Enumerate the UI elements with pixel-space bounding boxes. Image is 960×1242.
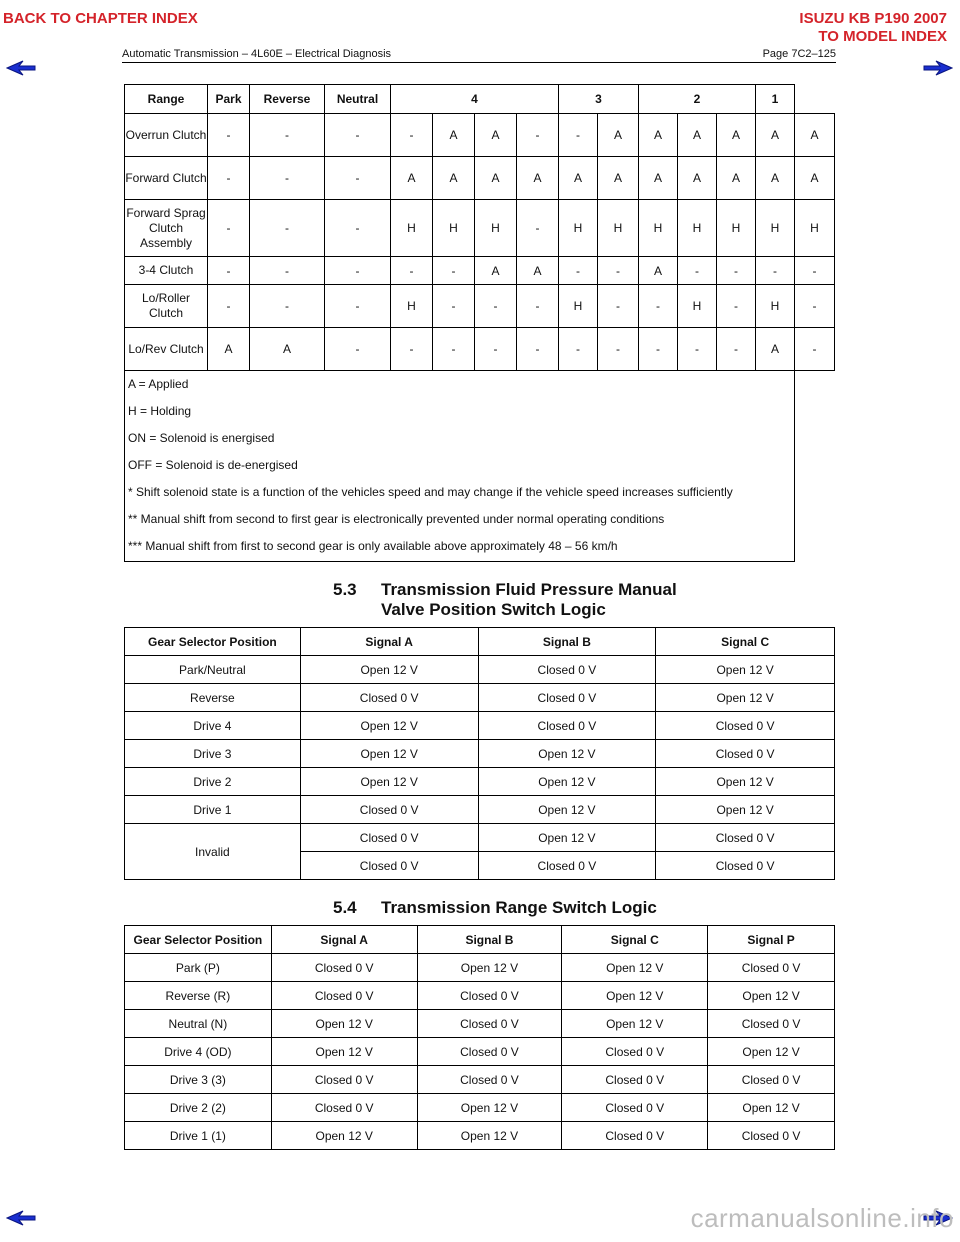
table-header-cell: Signal B bbox=[478, 628, 656, 656]
table-cell: - bbox=[208, 114, 250, 157]
row-label: Overrun Clutch bbox=[125, 114, 208, 157]
table-cell: Park (P) bbox=[125, 954, 272, 982]
table-cell: - bbox=[517, 285, 559, 328]
table-row bbox=[125, 1122, 835, 1150]
table-cell: H bbox=[756, 200, 795, 257]
table-cell: Closed 0 V bbox=[300, 852, 478, 880]
watermark: carmanualsonline.info bbox=[690, 1203, 954, 1233]
table-cell: - bbox=[598, 257, 639, 285]
table-cell: A bbox=[717, 114, 756, 157]
table-cell: - bbox=[325, 328, 391, 371]
legend-note: *** Manual shift from first to second gear is only available above approximately 48 – 56 km/h bbox=[128, 539, 618, 553]
table-cell: Drive 4 (OD) bbox=[125, 1038, 272, 1066]
table-cell: Open 12 V bbox=[708, 982, 835, 1010]
arrow-left-icon[interactable] bbox=[6, 1208, 36, 1228]
table-cell: - bbox=[639, 285, 678, 328]
table-cell: Open 12 V bbox=[562, 954, 708, 982]
table-row bbox=[125, 328, 835, 371]
table-cell: Open 12 V bbox=[417, 954, 562, 982]
table-cell: - bbox=[391, 328, 433, 371]
table-cell: - bbox=[208, 257, 250, 285]
table-cell: Open 12 V bbox=[300, 740, 478, 768]
table-row bbox=[125, 954, 835, 982]
table-cell: Drive 1 (1) bbox=[125, 1122, 272, 1150]
table-header-cell: Signal B bbox=[417, 926, 562, 954]
table-cell: A bbox=[639, 157, 678, 200]
table-row bbox=[125, 1094, 835, 1122]
table-cell: A bbox=[756, 328, 795, 371]
table-header-cell: 3 bbox=[559, 85, 639, 114]
table-cell: - bbox=[559, 114, 598, 157]
table-cell: - bbox=[250, 157, 325, 200]
table-row bbox=[125, 684, 835, 712]
row-label: Forward Clutch bbox=[125, 157, 208, 200]
table-cell: Open 12 V bbox=[562, 982, 708, 1010]
range-switch-logic-table bbox=[124, 925, 835, 1150]
table-cell: - bbox=[250, 200, 325, 257]
model-title: ISUZU KB P190 2007 bbox=[799, 10, 947, 27]
table-cell: Open 12 V bbox=[656, 796, 835, 824]
table-header-cell: Signal P bbox=[708, 926, 835, 954]
table-cell: A bbox=[517, 257, 559, 285]
table-cell: - bbox=[559, 328, 598, 371]
table-cell: - bbox=[795, 285, 835, 328]
table-cell: Closed 0 V bbox=[417, 982, 562, 1010]
table-cell: Closed 0 V bbox=[562, 1038, 708, 1066]
table-cell: Closed 0 V bbox=[708, 1010, 835, 1038]
table-cell: A bbox=[433, 157, 475, 200]
table-cell: A bbox=[517, 157, 559, 200]
table-cell: Open 12 V bbox=[417, 1122, 562, 1150]
table-cell: - bbox=[795, 328, 835, 371]
invalid-label: Invalid bbox=[125, 824, 301, 880]
table-cell: - bbox=[598, 285, 639, 328]
table-cell: Closed 0 V bbox=[562, 1066, 708, 1094]
table-header-cell: Gear Selector Position bbox=[125, 628, 301, 656]
table-cell: Drive 3 bbox=[125, 740, 301, 768]
table-cell: A bbox=[639, 257, 678, 285]
table-cell: Open 12 V bbox=[478, 824, 656, 852]
row-label: Lo/Roller Clutch bbox=[125, 285, 208, 328]
table-cell: A bbox=[475, 257, 517, 285]
legend-notes bbox=[125, 371, 795, 562]
table-cell: A bbox=[756, 114, 795, 157]
table-cell: A bbox=[678, 114, 717, 157]
table-cell: - bbox=[717, 328, 756, 371]
table-row bbox=[125, 1010, 835, 1038]
table-cell: Open 12 V bbox=[656, 656, 835, 684]
table-cell: - bbox=[391, 257, 433, 285]
table-cell: - bbox=[517, 328, 559, 371]
table-cell: Open 12 V bbox=[562, 1010, 708, 1038]
table-cell: Closed 0 V bbox=[417, 1066, 562, 1094]
table-cell: A bbox=[639, 114, 678, 157]
table-row bbox=[125, 712, 835, 740]
table-cell: A bbox=[391, 157, 433, 200]
table-cell: A bbox=[678, 157, 717, 200]
table-cell: Closed 0 V bbox=[708, 954, 835, 982]
section-5-3-heading bbox=[333, 580, 677, 620]
table-cell: A bbox=[598, 114, 639, 157]
table-cell: Closed 0 V bbox=[656, 712, 835, 740]
table-cell: Closed 0 V bbox=[708, 1122, 835, 1150]
table-cell: Open 12 V bbox=[300, 712, 478, 740]
table-cell: - bbox=[717, 257, 756, 285]
table-cell: - bbox=[517, 200, 559, 257]
table-cell: - bbox=[250, 114, 325, 157]
table-cell: Reverse bbox=[125, 684, 301, 712]
table-cell: H bbox=[639, 200, 678, 257]
header-divider bbox=[122, 62, 836, 63]
row-label: Forward Sprag Clutch Assembly bbox=[125, 200, 208, 257]
table-cell: - bbox=[717, 285, 756, 328]
table-header-cell: 2 bbox=[639, 85, 756, 114]
table-cell: Neutral (N) bbox=[125, 1010, 272, 1038]
table-cell: Open 12 V bbox=[417, 1094, 562, 1122]
table-header-cell: 4 bbox=[391, 85, 559, 114]
table-row bbox=[125, 740, 835, 768]
table-cell: - bbox=[433, 328, 475, 371]
table-cell: - bbox=[475, 285, 517, 328]
table-cell: Drive 1 bbox=[125, 796, 301, 824]
table-cell: Closed 0 V bbox=[271, 1094, 417, 1122]
legend-note: * Shift solenoid state is a function of the vehicles speed and may change if the vehicle speed increases sufficiently bbox=[128, 485, 733, 499]
table-cell: - bbox=[678, 257, 717, 285]
table-header-cell: Park bbox=[208, 85, 250, 114]
table-cell: Open 12 V bbox=[656, 768, 835, 796]
table-cell: - bbox=[250, 257, 325, 285]
table-cell: - bbox=[250, 285, 325, 328]
table-cell: Open 12 V bbox=[271, 1038, 417, 1066]
table-cell: H bbox=[678, 200, 717, 257]
legend-note: OFF = Solenoid is de-energised bbox=[128, 458, 298, 472]
row-label: Lo/Rev Clutch bbox=[125, 328, 208, 371]
table-cell: Closed 0 V bbox=[271, 954, 417, 982]
table-cell: - bbox=[639, 328, 678, 371]
table-row bbox=[125, 982, 835, 1010]
section-number: 5.3 bbox=[333, 580, 357, 599]
table-cell: Closed 0 V bbox=[271, 1066, 417, 1094]
table-cell: - bbox=[325, 285, 391, 328]
table-cell: H bbox=[756, 285, 795, 328]
table-cell: H bbox=[391, 285, 433, 328]
table-cell: H bbox=[678, 285, 717, 328]
table-cell: Open 12 V bbox=[708, 1094, 835, 1122]
table-cell: H bbox=[559, 200, 598, 257]
table-cell: A bbox=[250, 328, 325, 371]
table-cell: Closed 0 V bbox=[478, 852, 656, 880]
table-cell: H bbox=[559, 285, 598, 328]
table-cell: Closed 0 V bbox=[562, 1122, 708, 1150]
clutch-application-table bbox=[124, 84, 835, 562]
table-cell: - bbox=[756, 257, 795, 285]
table-cell: - bbox=[559, 257, 598, 285]
table-cell: Closed 0 V bbox=[562, 1094, 708, 1122]
table-row bbox=[125, 796, 835, 824]
table-header-cell: Reverse bbox=[250, 85, 325, 114]
model-index-link[interactable] bbox=[799, 10, 947, 46]
table-row bbox=[125, 157, 835, 200]
table-cell: H bbox=[795, 200, 835, 257]
table-cell: Open 12 V bbox=[478, 740, 656, 768]
table-cell: Closed 0 V bbox=[478, 712, 656, 740]
table-cell: Open 12 V bbox=[271, 1010, 417, 1038]
table-cell: H bbox=[717, 200, 756, 257]
arrow-right-icon[interactable] bbox=[923, 58, 953, 78]
table-row bbox=[125, 1066, 835, 1094]
table-cell: - bbox=[475, 328, 517, 371]
table-cell: A bbox=[475, 157, 517, 200]
back-to-chapter-index-link[interactable]: BACK TO CHAPTER INDEX bbox=[3, 10, 198, 27]
table-cell: - bbox=[433, 285, 475, 328]
table-cell: Closed 0 V bbox=[417, 1010, 562, 1038]
table-header-cell: Signal A bbox=[300, 628, 478, 656]
table-cell: - bbox=[795, 257, 835, 285]
table-cell: A bbox=[756, 157, 795, 200]
legend-note: H = Holding bbox=[128, 404, 192, 418]
table-row bbox=[125, 257, 835, 285]
section-title: Transmission Range Switch Logic bbox=[381, 898, 657, 917]
table-cell: - bbox=[391, 114, 433, 157]
section-number: 5.4 bbox=[333, 898, 357, 917]
notes-row bbox=[125, 371, 835, 562]
table-cell: - bbox=[325, 257, 391, 285]
table-cell: - bbox=[678, 328, 717, 371]
table-header-cell: Signal C bbox=[562, 926, 708, 954]
table-cell: H bbox=[475, 200, 517, 257]
table-cell: A bbox=[208, 328, 250, 371]
table-cell: Open 12 V bbox=[708, 1038, 835, 1066]
table-cell: Park/Neutral bbox=[125, 656, 301, 684]
page-number: Page 7C2–125 bbox=[762, 48, 836, 60]
to-model-index-label[interactable]: TO MODEL INDEX bbox=[818, 28, 947, 45]
table-cell: Closed 0 V bbox=[300, 684, 478, 712]
table-cell: - bbox=[208, 285, 250, 328]
table-row bbox=[125, 285, 835, 328]
table-cell: Drive 2 (2) bbox=[125, 1094, 272, 1122]
table-cell: A bbox=[433, 114, 475, 157]
table-cell: Open 12 V bbox=[656, 684, 835, 712]
table-row bbox=[125, 824, 835, 852]
table-row bbox=[125, 114, 835, 157]
section-title-continued: Valve Position Switch Logic bbox=[381, 600, 606, 619]
table-cell: Open 12 V bbox=[478, 796, 656, 824]
table-cell: - bbox=[325, 200, 391, 257]
table-cell: Closed 0 V bbox=[708, 1066, 835, 1094]
page-header-title: Automatic Transmission – 4L60E – Electrical Diagnosis bbox=[122, 48, 392, 60]
legend-note: ** Manual shift from second to first gear is electronically prevented under normal operating conditions bbox=[128, 512, 665, 526]
table-cell: A bbox=[795, 157, 835, 200]
table-header-cell: Signal C bbox=[656, 628, 835, 656]
table-cell: Closed 0 V bbox=[656, 852, 835, 880]
table-header-cell: Signal A bbox=[271, 926, 417, 954]
table-cell: Open 12 V bbox=[271, 1122, 417, 1150]
table-cell: - bbox=[433, 257, 475, 285]
table-row bbox=[125, 768, 835, 796]
table-header-cell: Gear Selector Position bbox=[125, 926, 272, 954]
table-cell: Drive 3 (3) bbox=[125, 1066, 272, 1094]
section-5-4-heading bbox=[333, 898, 657, 918]
table-cell: Closed 0 V bbox=[656, 824, 835, 852]
table-cell: A bbox=[475, 114, 517, 157]
table-cell: H bbox=[433, 200, 475, 257]
table-cell: - bbox=[517, 114, 559, 157]
table-row bbox=[125, 200, 835, 257]
table-cell: Reverse (R) bbox=[125, 982, 272, 1010]
table-cell: Closed 0 V bbox=[417, 1038, 562, 1066]
table-cell: A bbox=[717, 157, 756, 200]
table-cell: - bbox=[325, 114, 391, 157]
table-cell: Drive 4 bbox=[125, 712, 301, 740]
table-cell: Closed 0 V bbox=[300, 796, 478, 824]
table-cell: Open 12 V bbox=[300, 656, 478, 684]
table-cell: Closed 0 V bbox=[656, 740, 835, 768]
table-cell: - bbox=[208, 157, 250, 200]
table-cell: A bbox=[598, 157, 639, 200]
table-cell: - bbox=[598, 328, 639, 371]
row-label: 3-4 Clutch bbox=[125, 257, 208, 285]
table-header-cell: 1 bbox=[756, 85, 795, 114]
legend-note: ON = Solenoid is energised bbox=[128, 431, 275, 445]
table-cell: Open 12 V bbox=[300, 768, 478, 796]
table-cell: A bbox=[795, 114, 835, 157]
table-cell: H bbox=[391, 200, 433, 257]
table-cell: A bbox=[559, 157, 598, 200]
table-row bbox=[125, 1038, 835, 1066]
table-header-cell: Neutral bbox=[325, 85, 391, 114]
table-cell: Closed 0 V bbox=[478, 684, 656, 712]
table-row bbox=[125, 656, 835, 684]
legend-note: A = Applied bbox=[128, 377, 189, 391]
section-title: Transmission Fluid Pressure Manual bbox=[381, 580, 677, 599]
table-cell: Closed 0 V bbox=[478, 656, 656, 684]
table-cell: Closed 0 V bbox=[300, 824, 478, 852]
table-cell: H bbox=[598, 200, 639, 257]
table-cell: Open 12 V bbox=[478, 768, 656, 796]
table-cell: Drive 2 bbox=[125, 768, 301, 796]
table-cell: Closed 0 V bbox=[271, 982, 417, 1010]
arrow-left-icon[interactable] bbox=[6, 58, 36, 78]
table-cell: - bbox=[325, 157, 391, 200]
manual-valve-switch-table bbox=[124, 627, 835, 880]
table-header-cell: Range bbox=[125, 85, 208, 114]
table-cell: - bbox=[208, 200, 250, 257]
